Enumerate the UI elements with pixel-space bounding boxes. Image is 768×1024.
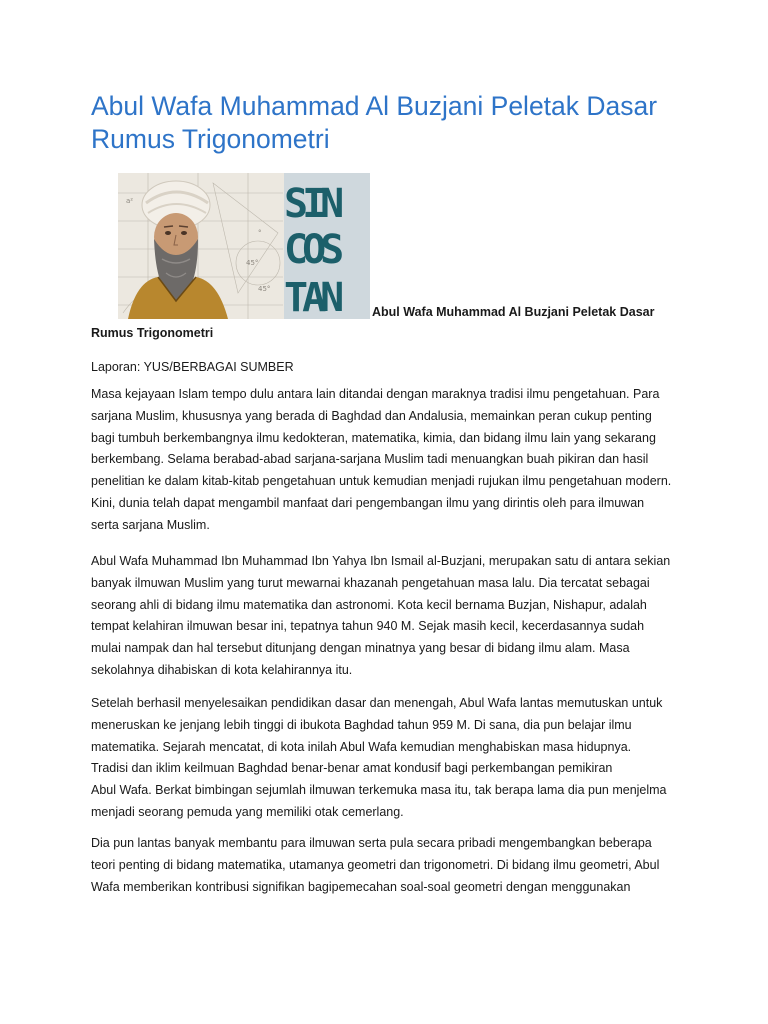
svg-text:a²: a²	[126, 197, 134, 205]
paragraph-line: Abul Wafa. Berkat bimbingan sejumlah ilmuwan terkemuka masa itu, tak berapa lama dia pun menjelma	[91, 783, 667, 798]
paragraph-3	[91, 693, 691, 824]
paragraph-line: banyak ilmuwan Muslim yang turut mewarnai khazanah pengetahuan masa lalu. Dia tercatat sebagai	[91, 575, 650, 590]
article-title-line-2: Rumus Trigonometri	[91, 124, 330, 154]
paragraph-line: berkembang. Selama berabad-abad sarjana-sarjana Muslim tadi menuangkan buah pikiran dan hasil	[91, 452, 649, 467]
paragraph-line: Kini, dunia telah dapat mengambil manfaat dari pengembangan ilmu yang dirintis oleh para ilmuwan	[91, 495, 645, 510]
image-caption-part-1: Abul Wafa Muhammad Al Buzjani Peletak Dasar	[372, 305, 655, 319]
paragraph-line: seorang ahli di bidang ilmu matematika dan astronomi. Kota kecil bernama Buzjan, Nishapur, adalah	[91, 597, 647, 612]
image-caption-part-2: Rumus Trigonometri	[91, 326, 214, 340]
svg-text:45°: 45°	[258, 285, 271, 293]
paragraph-line: penelitian ke dalam kitab-kitab pengetahuan untuk kemudian menjadi rujukan ilmu pengetahuan modern.	[91, 474, 672, 489]
paragraph-line: tempat kelahiran ilmuwan besar ini, tepatnya tahun 940 M. Sejak masih kecil, kecerdasannya sudah	[91, 619, 645, 634]
article-title-line-1: Abul Wafa Muhammad Al Buzjani Peletak Dasar	[91, 91, 658, 121]
paragraph-line: sarjana Muslim, khususnya yang berada di Baghdad dan Andalusia, memainkan peran cukup penting	[91, 408, 652, 423]
paragraph-line: Dia pun lantas banyak membantu para ilmuwan serta pula secara pribadi mengembangkan beberapa	[91, 836, 652, 850]
paragraph-line: sekolahnya dihabiskan di kota kelahirannya itu.	[91, 662, 353, 677]
article-image	[118, 173, 370, 319]
paragraph-line: Wafa memberikan kontribusi signifikan bagipemecahan soal-soal geometri dengan menggunakan	[91, 879, 631, 894]
paragraph-line: Tradisi dan iklim keilmuan Baghdad benar-benar amat kondusif bagi perkembangan pemikiran	[91, 761, 613, 776]
paragraph-line: mulai nampak dan hal tersebut ditunjang dengan minatnya yang besar di bidang ilmu alam. Masa	[91, 641, 630, 656]
paragraph-line: bagi tumbuh berkembangnya ilmu kedokteran, matematika, kimia, dan bidang ilmu lain yang sekarang	[91, 430, 656, 445]
paragraph-line: Abul Wafa Muhammad Ibn Muhammad Ibn Yahya Ibn Ismail al-Buzjani, merupakan satu di antara sekian	[91, 554, 671, 568]
image-word-sin: SIN	[284, 181, 339, 227]
svg-text:°: °	[258, 229, 262, 237]
paragraph-line: matematika. Sejarah mencatat, di kota inilah Abul Wafa kemudian menghabiskan masa hidupnya.	[91, 739, 632, 754]
paragraph-line: serta sarjana Muslim.	[91, 517, 210, 532]
paragraph-line: menjadi seorang pemuda yang memiliki otak cemerlang.	[91, 804, 404, 819]
svg-text:45°: 45°	[246, 259, 259, 267]
paragraph-line: meneruskan ke jenjang lebih tinggi di ibukota Baghdad tahun 959 M. Di sana, dia pun belajar ilmu	[91, 717, 632, 732]
paragraph-line: Setelah berhasil menyelesaikan pendidikan dasar dan menengah, Abul Wafa lantas memutuskan untuk	[91, 696, 663, 710]
article-title	[91, 90, 691, 156]
image-word-cos: COS	[284, 227, 339, 273]
byline: Laporan: YUS/BERBAGAI SUMBER	[91, 360, 294, 374]
paragraph-line: teori penting di bidang matematika, utamanya geometri dan trigonometri. Di bidang ilmu geometri, Abul	[91, 857, 660, 872]
paragraph-line: Masa kejayaan Islam tempo dulu antara lain ditandai dengan maraknya tradisi ilmu pengetahuan. Para	[91, 387, 660, 401]
paragraph-4	[91, 833, 691, 898]
paragraph-2	[91, 551, 691, 682]
paragraph-1	[91, 384, 691, 537]
image-word-tan: TAN	[284, 275, 339, 319]
